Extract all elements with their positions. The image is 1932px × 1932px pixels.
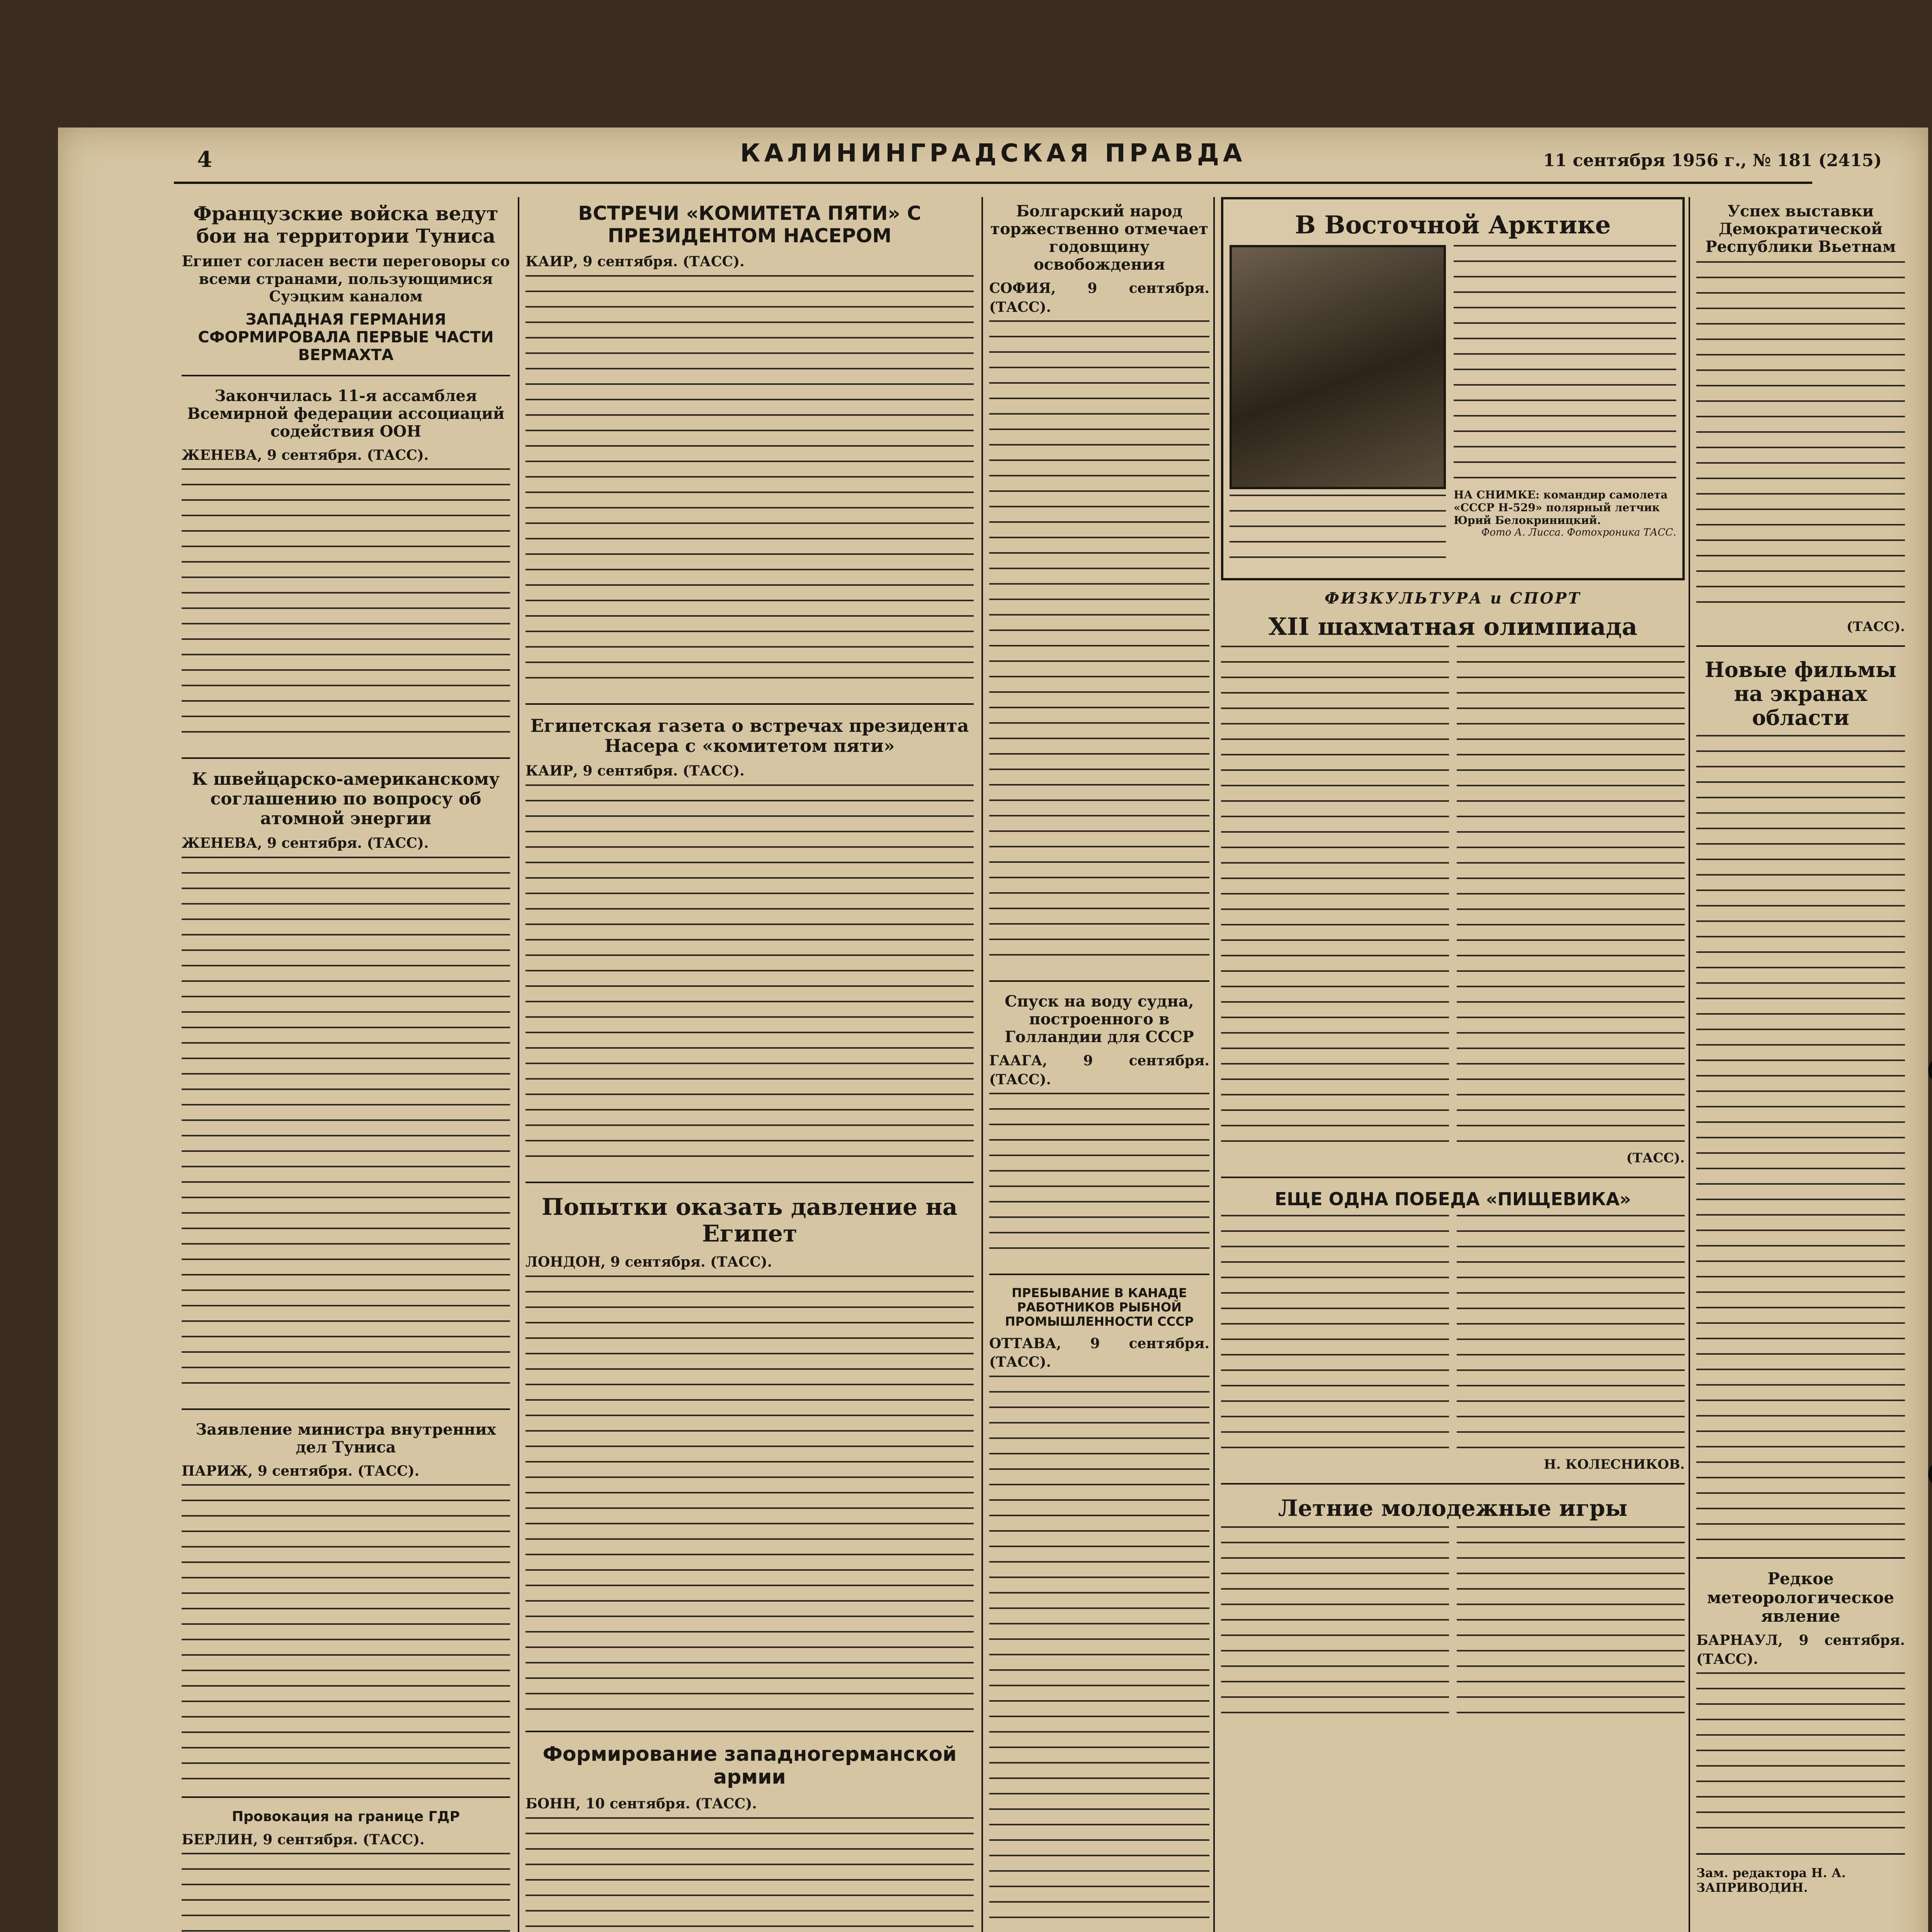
headline-tunisia: Французские войска ведут бои на территории Туниса — [193, 202, 498, 247]
dateline-bonn: БОНН, 10 сентября. (ТАСС). — [526, 1796, 757, 1812]
column-1 — [182, 197, 510, 1932]
divider — [182, 1408, 510, 1410]
column-rule — [518, 197, 519, 1932]
article-body-committee — [526, 275, 974, 692]
deputy-editor: Зам. редактора Н. А. ЗАПРИВОДИН. — [1696, 1866, 1846, 1895]
divider — [1221, 1483, 1685, 1485]
column-3 — [989, 197, 1209, 1932]
dateline-cairo-2: КАИР, 9 сентября. (ТАСС). — [526, 763, 745, 779]
headline-arctic: В Восточной Арктике — [1295, 211, 1611, 240]
article-body-chess-1 — [1221, 646, 1449, 1148]
rubric-sport: ФИЗКУЛЬТУРА и СПОРТ — [1325, 589, 1581, 607]
binding-hole — [1928, 1057, 1932, 1084]
divider — [1696, 1853, 1905, 1855]
headline-pishchevik: ЕЩЕ ОДНА ПОБЕДА «ПИЩЕВИКА» — [1274, 1188, 1631, 1209]
article-body-pishchevik-2 — [1457, 1215, 1685, 1454]
article-body-youth-1 — [1221, 1526, 1449, 1719]
article-body-youth-2 — [1457, 1526, 1685, 1719]
article-body-bulgaria — [989, 320, 1209, 969]
divider — [526, 703, 974, 705]
dateline-un: ЖЕНЕВА, 9 сентября. (ТАСС). — [182, 447, 429, 463]
article-body-pishchevik-1 — [1221, 1215, 1449, 1454]
article-body-fishery — [989, 1376, 1209, 1932]
column-5 — [1696, 197, 1905, 1932]
divider — [182, 1796, 510, 1798]
dateline-sofia: СОФИЯ, 9 сентября. (ТАСС). — [989, 280, 1209, 315]
article-body-swiss — [182, 857, 510, 1398]
dateline-gdr: БЕРЛИН, 9 сентября. (ТАСС). — [182, 1831, 425, 1848]
article-body-vietnam — [1696, 261, 1905, 617]
divider — [182, 757, 510, 759]
divider — [1696, 1557, 1905, 1559]
newspaper-page — [58, 128, 1928, 1932]
article-body-egyptian-paper — [526, 784, 974, 1171]
dateline-cairo: КАИР, 9 сентября. (ТАСС). — [526, 253, 745, 270]
headline-west-german-army: Формирование западногерманской армии — [543, 1742, 957, 1789]
photo-lead-text — [1230, 495, 1446, 572]
headline-ship-launch: Спуск на воду судна, построенного в Голландии для СССР — [1005, 992, 1194, 1046]
column-rule — [981, 197, 983, 1932]
pishchevik-author: Н. КОЛЕСНИКОВ. — [1544, 1456, 1685, 1472]
article-body-pressure — [526, 1276, 974, 1720]
divider — [526, 1731, 974, 1732]
article-body-chess-2 — [1457, 646, 1685, 1148]
article-body-gdr — [182, 1853, 510, 1932]
headline-vietnam: Успех выставки Демократической Республики Вьетнам — [1705, 202, 1896, 256]
headline-new-films: Новые фильмы на экранах области — [1704, 657, 1897, 730]
dateline-hague: ГААГА, 9 сентября. (ТАСС). — [989, 1053, 1209, 1088]
issue-date: 11 сентября 1956 г., № 181 (2415) — [1543, 151, 1882, 170]
divider — [1221, 1177, 1685, 1178]
column-rule — [1689, 197, 1690, 1932]
headline-youth-games: Летние молодежные игры — [1278, 1495, 1628, 1521]
column-4 — [1221, 197, 1685, 1932]
divider — [989, 980, 1209, 982]
paper-title: КАЛИНИНГРАДСКАЯ ПРАВДА — [740, 139, 1246, 168]
divider — [989, 1274, 1209, 1275]
masthead-rule — [174, 182, 1812, 184]
article-body-arctic — [1454, 245, 1676, 485]
dateline-ottawa: ОТТАВА, 9 сентября. (ТАСС). — [989, 1335, 1209, 1371]
arctic-feature — [1221, 197, 1685, 580]
article-body-films — [1696, 735, 1905, 1546]
dateline-tunis: ПАРИЖ, 9 сентября. (ТАСС). — [182, 1463, 420, 1479]
headline-gdr-border: Провокация на границе ГДР — [231, 1809, 460, 1825]
vietnam-signature: (ТАСС). — [1846, 619, 1905, 634]
headline-swiss-atomic: К швейцарско-американскому соглашению по вопросу об атомной энергии — [192, 769, 500, 828]
article-body-ship — [989, 1093, 1209, 1263]
dateline-london: ЛОНДОН, 9 сентября. (ТАСС). — [526, 1253, 772, 1270]
divider — [182, 375, 510, 376]
headline-un-assembly: Закончилась 11-я ассамблея Всемирной федерации ассоциаций содействия ООН — [187, 386, 505, 440]
column-rule — [1213, 197, 1215, 1932]
headline-egypt-agrees: Египет согласен вести переговоры со всеми странами, пользующимися Суэцким каналом — [182, 252, 510, 305]
headline-bulgaria: Болгарский народ торжественно отмечает годовщину освобождения — [990, 202, 1208, 274]
dateline-swiss: ЖЕНЕВА, 9 сентября. (ТАСС). — [182, 835, 429, 852]
photo-credit: Фото А. Лисса. Фотохроника ТАСС. — [1481, 526, 1676, 538]
headline-weather: Редкое метеорологическое явление — [1707, 1569, 1894, 1626]
divider — [1696, 645, 1905, 647]
headline-pressure-egypt: Попытки оказать давление на Египет — [541, 1193, 958, 1247]
headline-committee-five: ВСТРЕЧИ «КОМИТЕТА ПЯТИ» С ПРЕЗИДЕНТОМ НАСЕРОМ — [578, 202, 921, 247]
headline-germany-army: ЗАПАДНАЯ ГЕРМАНИЯ СФОРМИРОВАЛА ПЕРВЫЕ ЧАСТИ ВЕРМАХТА — [198, 310, 494, 364]
article-body-tunis — [182, 1484, 510, 1786]
pilot-photo — [1230, 245, 1446, 489]
headline-fishery-canada: ПРЕБЫВАНИЕ В КАНАДЕ РАБОТНИКОВ РЫБНОЙ ПРОМЫШЛЕННОСТИ СССР — [1005, 1286, 1194, 1329]
article-body-un — [182, 468, 510, 747]
headline-chess: XII шахматная олимпиада — [1268, 612, 1638, 641]
article-body-weather — [1696, 1672, 1905, 1842]
headline-egyptian-paper: Египетская газета о встречах президента Насера с «комитетом пяти» — [530, 715, 969, 757]
dateline-barnaul: БАРНАУЛ, 9 сентября. (ТАСС). — [1696, 1632, 1905, 1667]
binding-hole — [1928, 1461, 1932, 1488]
headline-tunis-minister: Заявление министра внутренних дел Туниса — [196, 1420, 496, 1456]
divider — [526, 1182, 974, 1183]
chess-signature: (ТАСС). — [1626, 1150, 1685, 1166]
photo-caption: НА СНИМКЕ: командир самолета «СССР Н-529» полярный летчик Юрий Белокриницкий. — [1454, 488, 1668, 527]
article-body-army — [526, 1817, 974, 1932]
column-2 — [526, 197, 974, 1932]
page-number: 4 — [197, 147, 212, 172]
